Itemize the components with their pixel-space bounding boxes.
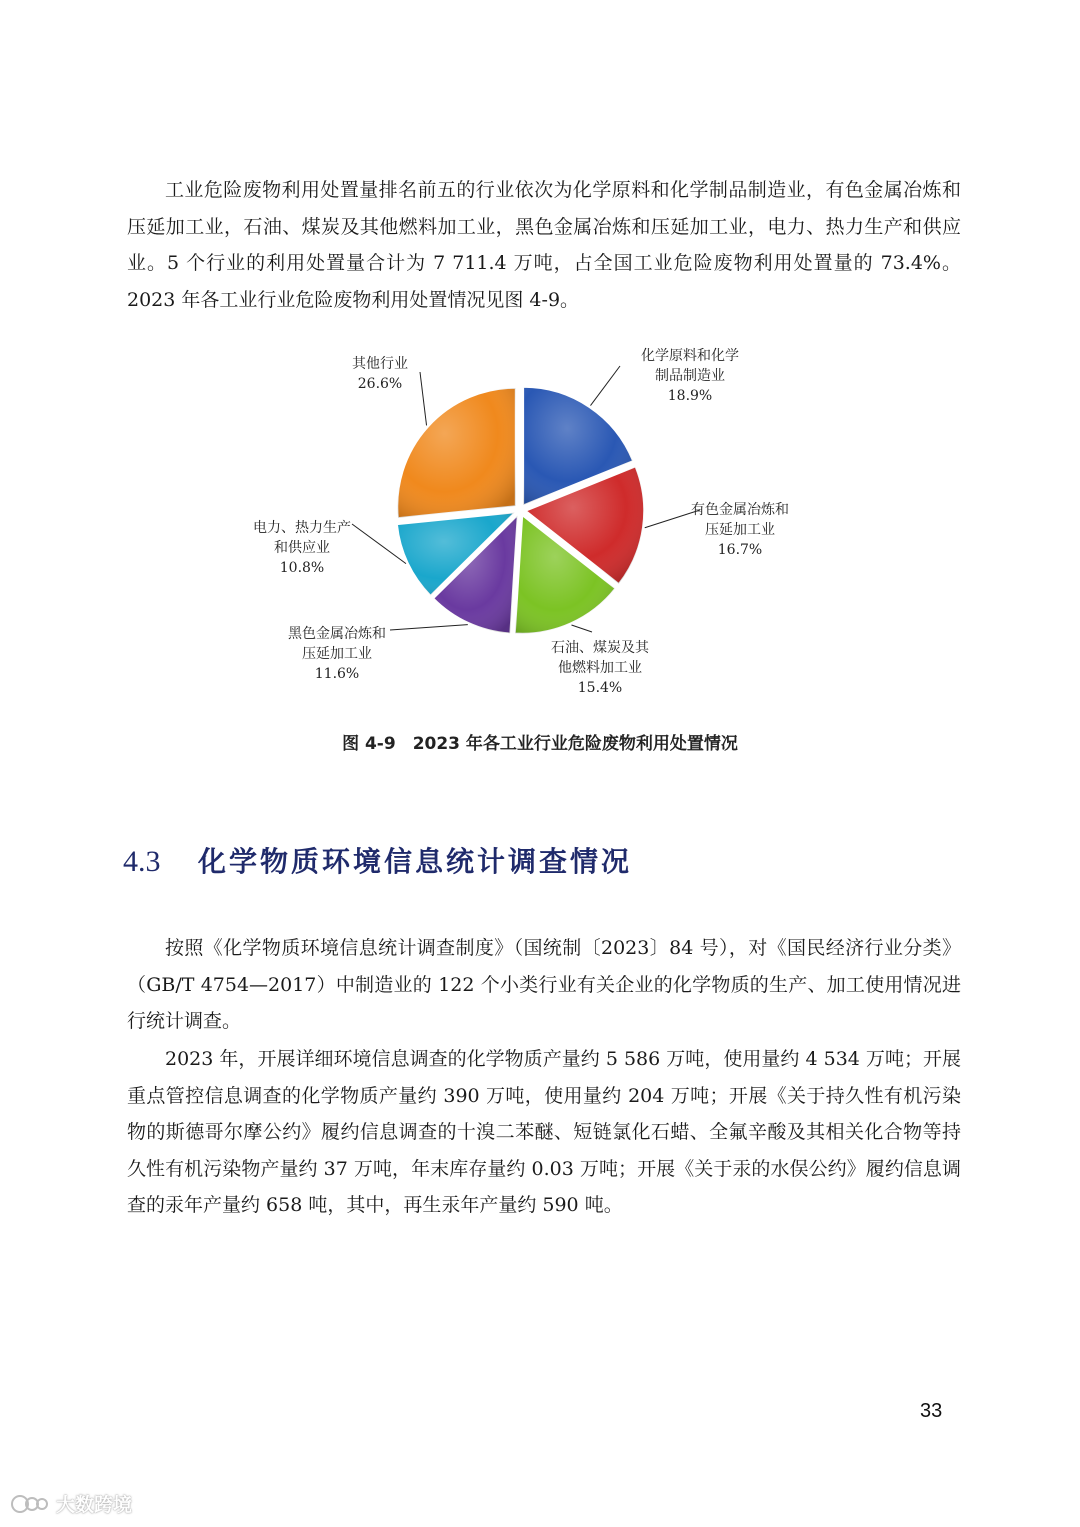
leader-line (390, 625, 468, 630)
watermark-logo-icon (10, 1490, 50, 1516)
slice-category-label: 有色金属冶炼和 (691, 502, 789, 518)
leader-line (571, 625, 592, 632)
slice-category-label: 和供应业 (274, 540, 330, 556)
slice-category-label: 制品制造业 (655, 368, 725, 384)
body-paragraph-1: 按照《化学物质环境信息统计调查制度》（国统制〔2023〕84 号），对《国民经济行业分类》（GB/T 4754—2017）中制造业的 122 个小类行业有关企业的化学物质的生产、加工使用情况进行统计调查。 (127, 937, 961, 1032)
intro-paragraph: 工业危险废物利用处置量排名前五的行业依次为化学原料和化学制品制造业，有色金属冶炼和压延加工业，石油、煤炭及其他燃料加工业，黑色金属冶炼和压延加工业，电力、热力生产和供应业。5 个行业的利用处置量合计为 7 711.4 万吨，占全国工业危险废物利用处置量的 73.4%。2023 年各工业行业危险废物利用处置情况见图 4-9。 (127, 179, 961, 311)
slice-category-label: 黑色金属冶炼和 (288, 626, 386, 642)
slice-category-label: 化学原料和化学 (641, 348, 739, 364)
section-title: 化学物质环境信息统计调查情况 (198, 845, 633, 878)
pie-chart-svg (220, 338, 860, 710)
page-number: 33 (920, 1400, 943, 1422)
slice-value-label: 15.4% (577, 680, 623, 696)
slice-category-label: 其他行业 (352, 356, 408, 372)
slice-category-label: 压延加工业 (302, 646, 372, 662)
slice-value-label: 26.6% (357, 376, 403, 392)
section-heading (123, 840, 632, 880)
watermark (10, 1489, 132, 1517)
figure-caption: 图 4-9 2023 年各工业行业危险废物利用处置情况 (342, 734, 738, 754)
body-paragraph-2: 2023 年，开展详细环境信息调查的化学物质产量约 5 586 万吨，使用量约 4 534 万吨；开展重点管控信息调查的化学物质产量约 390 万吨，使用量约 204 万吨；开展《关于持久性有机污染物的斯德哥尔摩公约》履约信息调查的十溴二苯醚、短链氯化石蜡、全氟辛酸及其相关化合物等持久性有机污染物产量约 37 万吨，年末库存量约 0.03 万吨；开展《关于汞的水俣公约》履约信息调查的汞年产量约 658 吨，其中，再生汞年产量约 590 吨。 (127, 1048, 961, 1216)
slice-value-label: 18.9% (667, 388, 713, 404)
section-number: 4.3 (123, 845, 161, 878)
slice-category-label: 电力、热力生产 (253, 520, 351, 536)
slice-value-label: 16.7% (717, 542, 763, 558)
slice-value-label: 10.8% (279, 560, 325, 576)
pie-slice-shade (398, 388, 516, 518)
pie-chart (220, 338, 860, 710)
leader-line (420, 372, 427, 425)
slice-value-label: 11.6% (314, 666, 360, 682)
slice-category-label: 压延加工业 (705, 522, 775, 538)
watermark-text: 大数跨境 (56, 1493, 133, 1516)
leader-line (590, 366, 620, 406)
slice-category-label: 他燃料加工业 (558, 660, 642, 676)
slice-category-label: 石油、煤炭及其 (551, 640, 649, 656)
